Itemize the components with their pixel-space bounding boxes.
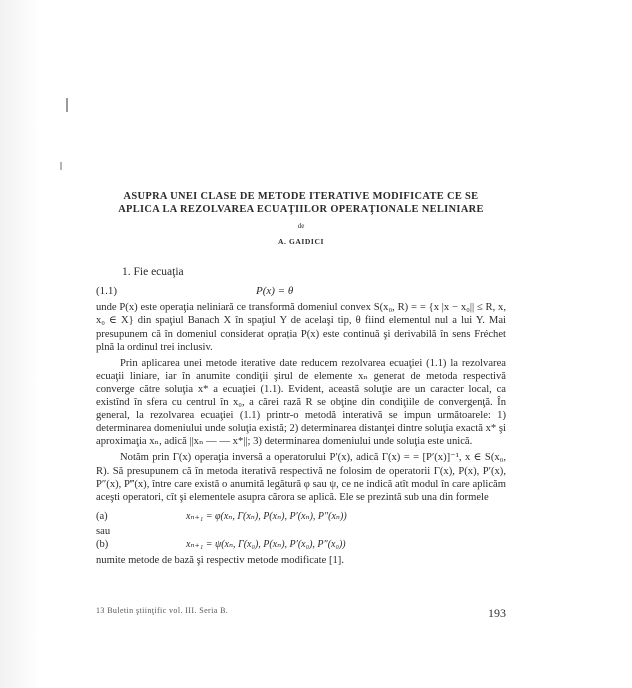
section-heading: 1. Fie ecuaţia [122,266,184,279]
scan-mark [66,98,68,112]
equation-1-1 [96,285,506,298]
formula-b [96,538,506,551]
paragraph-1: unde P(x) este operaţia neliniară ce transformă domeniul convex S(x₀, R) = = {x |x − x₀|| ≤ R, x, x₀ ∈ X} din spaţiul Banach X în spaţiul Y de acelaşi tip, θ fiind elementul nul a lui Y. Mai presupunem că în domeniul considerat oprația P(x) este continuă şi derivabilă în sens Fréchet plnă la ordinul trei inclusiv. [96,302,506,353]
article-page [96,190,506,567]
formula-b-label: (b) [96,538,109,550]
equation-label: (1.1) [96,285,118,298]
paragraph-2: Prin aplicarea unei metode iterative date reducem rezolvarea ecuaţiei (1.1) la rezolvarea ecuaţii liniare, iar în anumite condiţii şirul de elemente xₙ generat de metoda respectivă converge către soluţia x* a ecuaţiei (1.1). Evident, această soluţie are un caracter local, ca existînd în sfera cu centrul în x₀, a cărei rază R se obţine din condiţiile de convergenţă. În general, la rezolvarea ecuaţiei (1.1) printr-o metodă interativă se impun următoarele: 1) determinarea domeniului unde soluţia există; 2) determinarea distanţei dintre soluţia exactă x* şi aproximaţia xₙ, adică ||xₙ — — x*||; 3) determinarea domeniului unde soluţia este unică. [96,357,506,448]
formula-b-expr: xₙ₊₁ = ψ(xₙ, Γ(x₀), P(xₙ), P′(x₀), P″(x₀)) [186,538,346,550]
formula-a-label: (a) [96,510,108,522]
formula-a-expr: xₙ₊₁ = φ(xₙ, Γ(xₙ), P(xₙ), P′(xₙ), P″(xₙ)) [186,510,347,522]
page-footer [96,606,506,621]
scan-mark [60,162,62,170]
closing-sentence: numite metode de bază şi respectiv metode modificate [1]. [96,555,344,567]
scan-margin [0,0,40,688]
author-name: A. GAIDICI [277,237,324,247]
paragraph-3: Notăm prin Γ(x) operaţia inversă a operatorului P′(x), adică Γ(x) = = [P′(x)]⁻¹, x ∈ S(x₀, R). Să presupunem că în metoda iterativă respectivă ne folosim de operatorii Γ(x), P(x), P′(x), P″(x), P‴(x), între care există o anumită legătură φ sau ψ, ce ne indică atît modul în care aplicăm aceşti operatori, cît şi elementele asupra cărora se aplică. Ele se prezintă sub una din formele [96,452,506,503]
title-line-1: ASUPRA UNEI CLASE DE METODE ITERATIVE MODIFICATE CE SE [123,191,479,202]
formula-a [96,510,506,523]
connector-sau: sau [96,525,111,537]
page-number: 193 [488,606,506,620]
footer-journal: 13 Buletin ştiinţific vol. III. Seria B. [96,606,229,615]
equation-formula: P(x) = θ [256,285,294,298]
title-line-2: APLICA LA REZOLVAREA ECUAŢIILOR OPERAŢIONALE NELINIARE [118,204,484,215]
article-title [96,190,506,216]
byline-de: de [297,222,305,230]
